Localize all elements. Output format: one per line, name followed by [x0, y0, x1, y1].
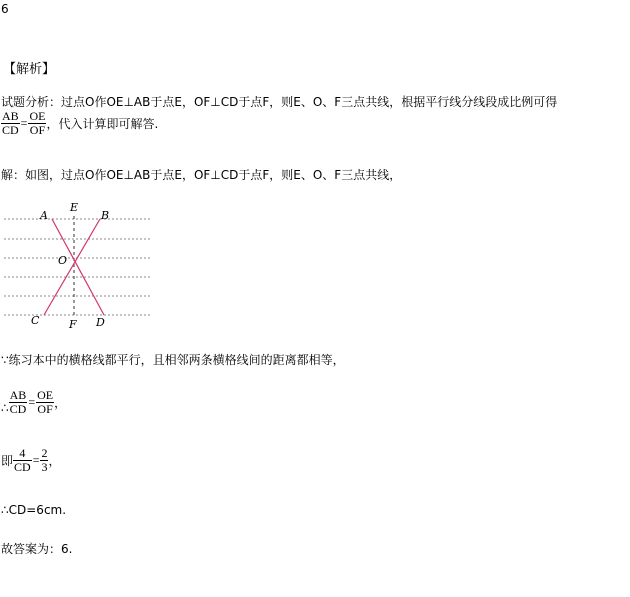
- fraction-denominator: OF: [37, 402, 53, 416]
- analysis-header: 【解析】: [3, 62, 56, 77]
- fraction-numerator: 4: [13, 447, 32, 461]
- substitution-prefix: 即: [1, 454, 14, 468]
- point-label-c: C: [31, 314, 40, 327]
- fraction-numerator: OE: [29, 109, 46, 123]
- analysis-paragraph: [1, 94, 629, 137]
- fraction-numerator: AB: [2, 109, 19, 123]
- ruled-lines: [4, 219, 150, 315]
- geometry-figure: [0, 198, 160, 334]
- fraction-denominator: CD: [9, 402, 27, 416]
- substitution-suffix: ，: [48, 454, 61, 468]
- point-label-e: E: [70, 201, 79, 214]
- fraction-numerator: OE: [37, 388, 54, 402]
- fraction-denominator: CD: [2, 123, 19, 137]
- equals-sign: =: [20, 116, 28, 130]
- point-label-f: F: [69, 318, 77, 331]
- analysis-formula: [1, 110, 629, 137]
- equals-sign: =: [32, 453, 40, 467]
- point-label-a: A: [40, 209, 48, 222]
- final-answer: 故答案为：6.: [1, 542, 73, 556]
- fraction-numerator: 2: [41, 446, 48, 460]
- point-label-d: D: [96, 316, 105, 329]
- fraction-ab-cd: [1, 110, 20, 137]
- therefore-ratio: [1, 389, 66, 416]
- fraction-4-cd: [13, 447, 32, 474]
- fraction-2-3: [40, 447, 48, 474]
- fraction-denominator: CD: [14, 460, 31, 474]
- fraction-oe-of: [28, 110, 46, 137]
- point-label-o: O: [58, 254, 68, 267]
- equals-sign: =: [28, 395, 36, 409]
- analysis-suffix: ，代入计算即可解答.: [46, 117, 159, 131]
- therefore-suffix: ，: [54, 396, 67, 410]
- solution-intro: 解：如图，过点O作OE⊥AB于点E，OF⊥CD于点F，则E、O、F三点共线，: [1, 168, 402, 182]
- point-label-b: B: [101, 209, 110, 222]
- fraction-denominator: OF: [29, 123, 46, 137]
- segment-ad: [52, 219, 104, 315]
- fraction-numerator: AB: [9, 388, 27, 402]
- because-line: ∵练习本中的横格线都平行，且相邻两条横格线间的距离都相等，: [1, 353, 345, 367]
- substitution-line: [1, 447, 60, 474]
- answer-value: 6: [1, 2, 9, 16]
- fraction-oe-of: [36, 389, 54, 416]
- analysis-prefix: 试题分析：过点O作OE⊥AB于点E，OF⊥CD于点F，则E、O、F三点共线，根据平行线分线段成比例可得: [1, 95, 558, 109]
- segment-bc: [44, 219, 100, 315]
- conclusion-line: ∴CD=6cm.: [1, 503, 67, 517]
- fraction-denominator: 3: [41, 460, 48, 474]
- therefore-symbol: ∴: [1, 400, 9, 415]
- fraction-ab-cd: [9, 389, 28, 416]
